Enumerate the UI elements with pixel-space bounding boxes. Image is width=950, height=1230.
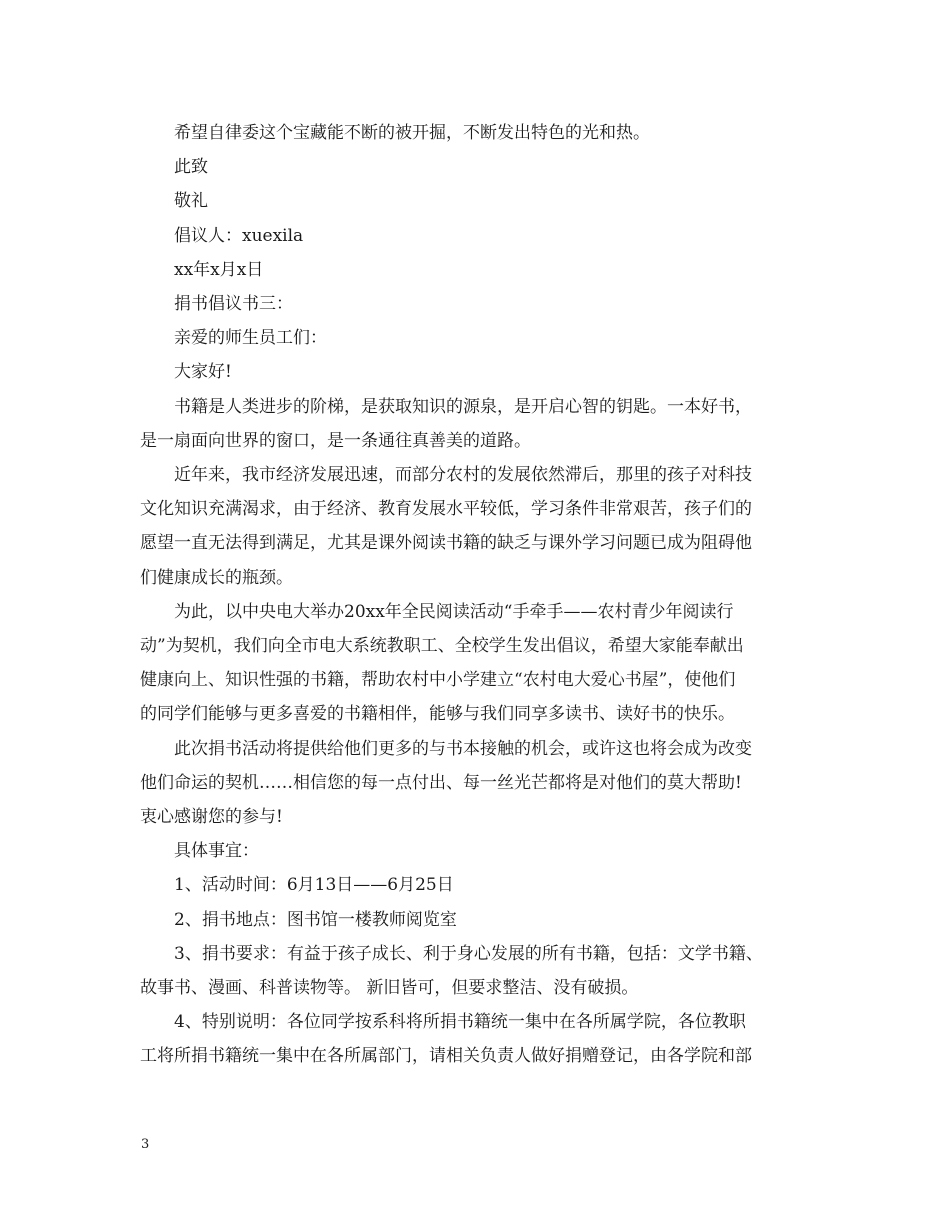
text-line: 愿望一直无法得到满足，尤其是课外阅读书籍的缺乏与课外学习问题已成为阻碍他 <box>140 533 752 554</box>
text-line: 此次捐书活动将提供给他们更多的与书本接触的机会，或许这也将会成为改变 <box>174 738 752 759</box>
text-line: 们健康成长的瓶颈。 <box>140 567 293 588</box>
text-line: 具体事宜： <box>174 841 259 862</box>
text-line: 倡议人：xuexila <box>174 225 304 246</box>
text-line: 希望自律委这个宝藏能不断的被开掘，不断发出特色的光和热。 <box>174 123 650 143</box>
text-line: 工将所捐书籍统一集中在各所属部门，请相关负责人做好捐赠登记，由各学院和部 <box>140 1046 752 1067</box>
text-line: 3、捐书要求：有益于孩子成长、利于身心发展的所有书籍，包括：文学书籍、 <box>174 943 763 964</box>
text-line: 2、捐书地点：图书馆一楼教师阅览室 <box>174 909 457 930</box>
text-line: 大家好! <box>174 362 232 383</box>
text-line: 的同学们能够与更多喜爱的书籍相伴，能够与我们同享多读书、读好书的快乐。 <box>140 704 735 725</box>
text-line: 书籍是人类进步的阶梯，是获取知识的源泉，是开启心智的钥匙。一本好书， <box>174 396 752 417</box>
text-line: 衷心感谢您的参与! <box>140 807 283 828</box>
text-line: 动”为契机，我们向全市电大系统教职工、全校学生发出倡议，希望大家能奉献出 <box>140 636 744 657</box>
text-line: 亲爱的师生员工们： <box>174 328 327 349</box>
text-line: 4、特别说明：各位同学按系科将所捐书籍统一集中在各所属学院，各位教职 <box>174 1012 746 1033</box>
text-line: 故事书、漫画、科普读物等。 新旧皆可，但要求整洁、没有破损。 <box>140 978 639 999</box>
text-line: 敬礼 <box>174 191 208 212</box>
text-line: 他们命运的契机……相信您的每一点付出、每一丝光芒都将是对他们的莫大帮助! <box>140 772 742 793</box>
text-line: 此致 <box>174 157 208 178</box>
text-line: 近年来，我市经济发展迅速，而部分农村的发展依然滞后，那里的孩子对科技 <box>174 465 752 486</box>
text-line: xx年x月x日 <box>174 259 264 280</box>
document-body <box>140 116 812 1074</box>
text-line: 为此，以中央电大举办20xx年全民阅读活动“手牵手——农村青少年阅读行 <box>174 601 734 622</box>
text-line: 1、活动时间：6月13日——6月25日 <box>174 875 454 896</box>
text-line: 是一扇面向世界的窗口，是一条通往真善美的道路。 <box>140 430 531 451</box>
text-line: 健康向上、知识性强的书籍，帮助农村中小学建立“农村电大爱心书屋”，使他们 <box>140 670 736 691</box>
page-number: 3 <box>141 1137 150 1152</box>
text-line: 捐书倡议书三： <box>174 294 293 315</box>
text-line: 文化知识充满渴求，由于经济、教育发展水平较低，学习条件非常艰苦，孩子们的 <box>140 499 752 520</box>
